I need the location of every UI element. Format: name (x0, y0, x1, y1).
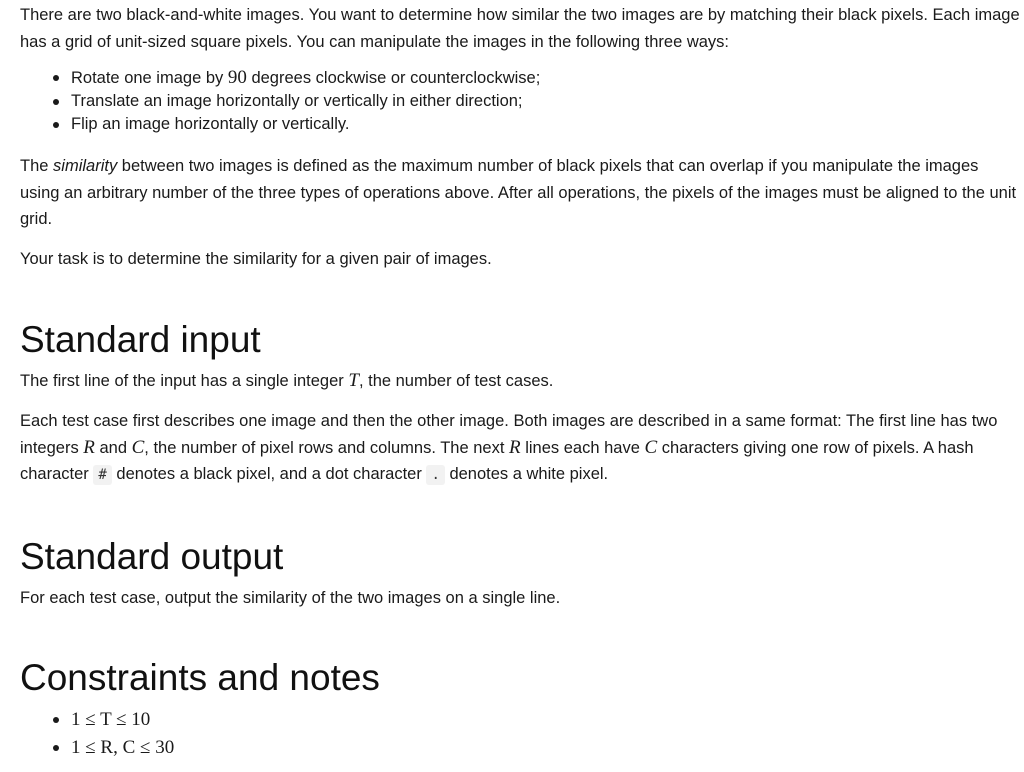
math-variable-letter: R (83, 436, 95, 458)
hash-code-snippet: # (93, 465, 111, 485)
paragraph-text: between two images is defined as the maximum number of black pixels that can overlap if you manipulate the images using an arbitrary number of the three types of operations above. After all operations, the pixels of the images must be aligned to the unit grid. (20, 157, 1017, 228)
list-item-rotate (20, 66, 1020, 90)
paragraph-text: lines each have (520, 438, 645, 457)
emphasized-term: similarity (53, 157, 118, 175)
math-variable-letter: C (131, 436, 145, 458)
math-variable (348, 370, 359, 391)
section-heading-output: Standard output (20, 536, 284, 577)
paragraph-text: denotes a black pixel, and a dot character (111, 465, 427, 483)
paragraph-text: characters giving one row of pixels. A hash character (20, 438, 974, 483)
list-item-translate: Translate an image horizontally or vertically in either direction; (20, 90, 1020, 113)
intro-paragraph: There are two black-and-white images. You want to determine how similar the two images are by matching their black pixels. Each image has a grid of unit-sized square pixels. You can manipulate the images in the following three ways: (20, 6, 1020, 51)
input-first-line-paragraph (20, 368, 1020, 395)
math-variable-letter: C (644, 436, 658, 458)
paragraph-text: The first line of the input has a single integer (20, 372, 349, 390)
constraint-item (20, 734, 1020, 762)
constraints-list (20, 706, 1020, 762)
constraint-math: 1 ≤ T ≤ 10 (71, 709, 151, 730)
paragraph-text: , the number of test cases. (358, 372, 554, 390)
constraint-math: 1 ≤ R, C ≤ 30 (71, 737, 175, 758)
math-variable (509, 437, 521, 458)
paragraph-text: denotes a white pixel. (444, 465, 609, 483)
dot-code-snippet: . (426, 465, 444, 485)
task-paragraph: Your task is to determine the similarity for a given pair of images. (20, 250, 492, 268)
paragraph-text: , the number of pixel rows and columns. The next (144, 438, 510, 457)
input-format-paragraph (20, 408, 1020, 489)
section-heading-constraints: Constraints and notes (20, 657, 380, 698)
similarity-definition-paragraph (20, 153, 1020, 233)
math-variable (83, 437, 95, 458)
list-item-text: Rotate one image by (71, 69, 228, 87)
math-variable-letter: R (509, 436, 521, 458)
math-variable (132, 437, 145, 458)
operations-list (20, 66, 1020, 136)
paragraph-text: and (94, 438, 132, 457)
constraint-item (20, 706, 1020, 734)
list-item-text: degrees clockwise or counterclockwise; (246, 69, 541, 87)
paragraph-text: Each test case first describes one image and then the other image. Both images are described in a same format: The first line has two integers (20, 412, 998, 457)
math-variable-letter: T (348, 370, 359, 391)
math-number: 90 (227, 67, 247, 88)
list-item-flip: Flip an image horizontally or vertically. (20, 113, 1020, 136)
paragraph-text: The (20, 157, 54, 175)
section-heading-input: Standard input (20, 319, 261, 360)
output-paragraph: For each test case, output the similarity of the two images on a single line. (20, 589, 561, 607)
math-variable (644, 437, 657, 458)
